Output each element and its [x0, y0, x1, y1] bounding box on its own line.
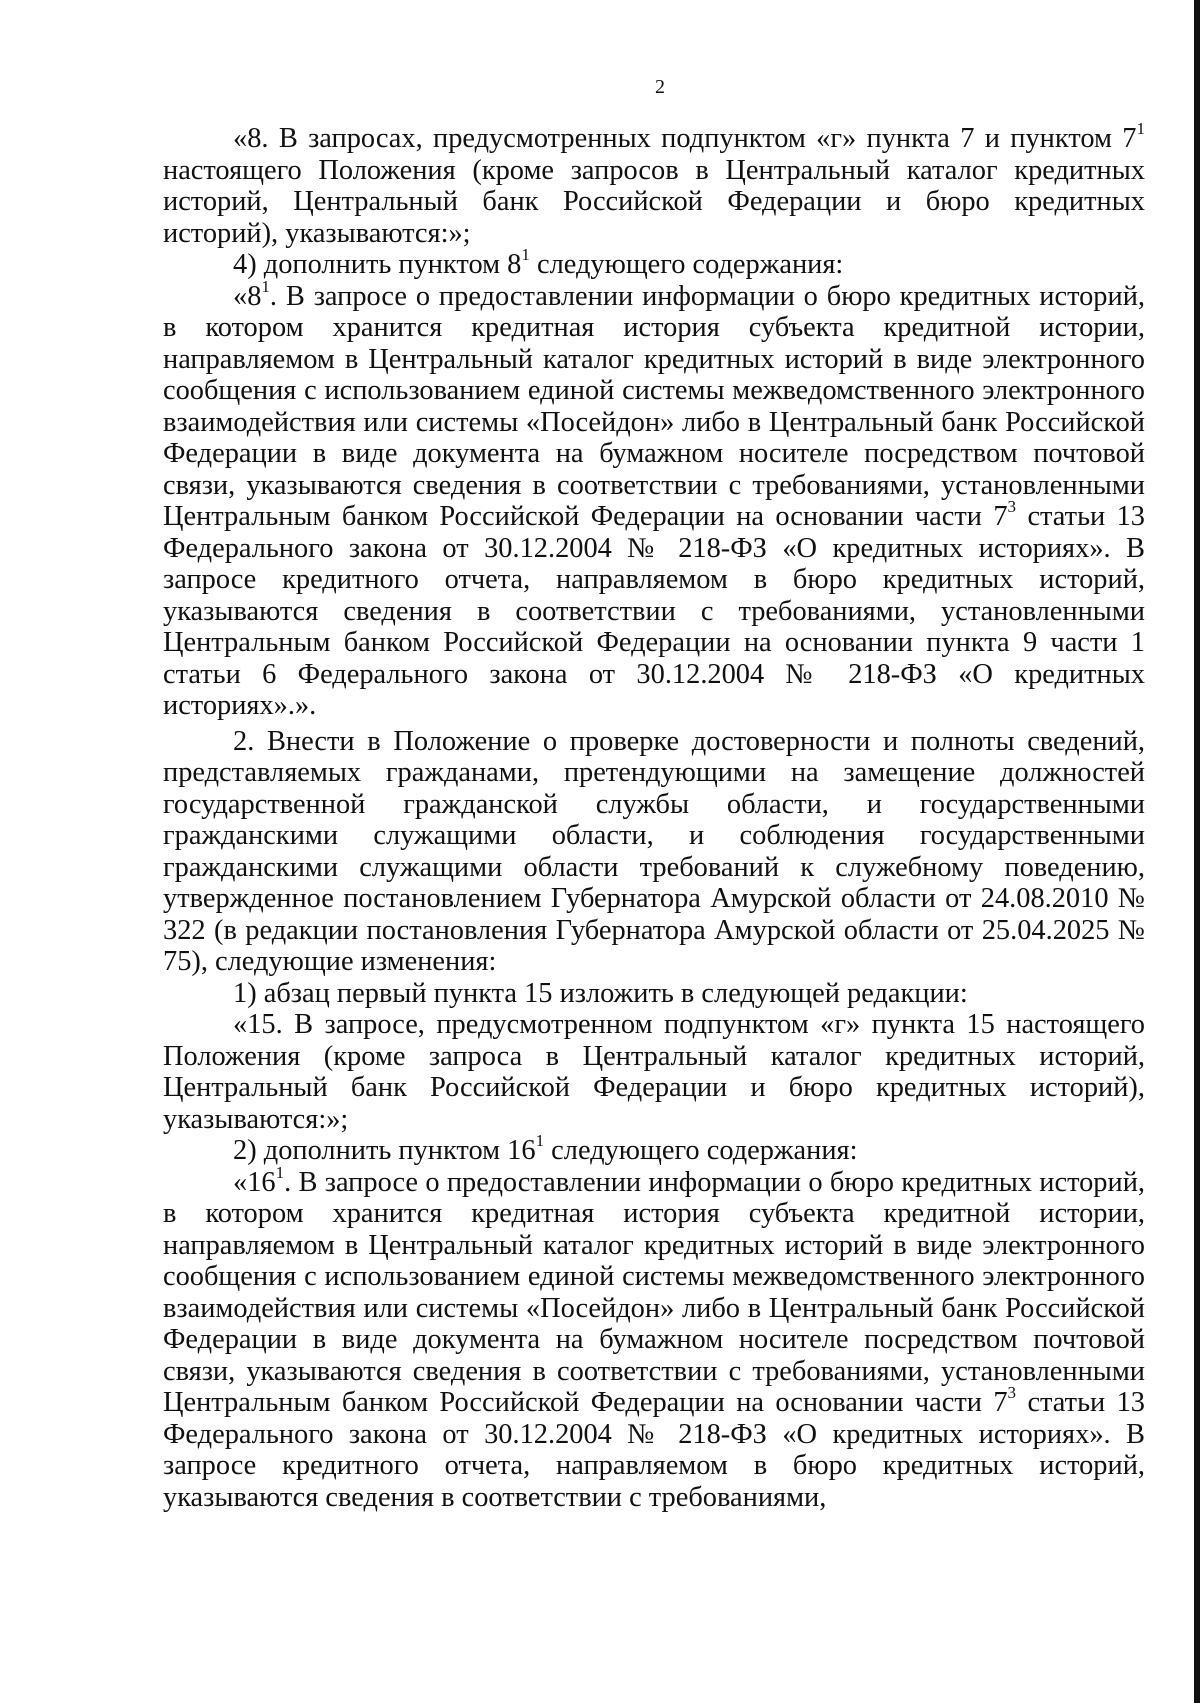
paragraph-clause-15: [163, 1009, 1145, 1135]
text-run: настоящего Положения (кроме запросов в Центральный каталог кредитных историй, Центральный банк Российской Федерации и бюро кредитных историй), указываются:»;: [163, 154, 1145, 249]
paragraph-clause-8: [163, 119, 1145, 249]
document-body: [163, 119, 1145, 1513]
text-run: 1) абзац первый пункта 15 изложить в следующей редакции:: [233, 977, 968, 1009]
text-run: 2) дополнить пунктом 16: [233, 1135, 536, 1166]
text-run: «15. В запросе, предусмотренном подпунктом «г» пункта 15 настоящего Положения (кроме запроса в Центральный каталог кредитных историй, Центральный банк Российской Федерации и бюро кредитных историй), указываются:»;: [163, 1009, 1145, 1135]
superscript: 1: [261, 276, 270, 296]
paragraph-item-2: [163, 1131, 1145, 1167]
superscript: 1: [275, 1162, 285, 1182]
text-run: 2. Внести в Положение о проверке достоверности и полноты сведений, представляемых гражданами, претендующими на замещение должностей государственной гражданской службы области, и государственными гражданскими служащими области, и соблюдения государственными гражданскими служащими области требований к служебному поведению, утвержденное постановлением Губернатора Амурской области от 24.08.2010 № 322 (в редакции постановления Губернатора Амурской области от 25.04.2025 № 75), следующие изменения:: [163, 725, 1145, 977]
superscript: 1: [535, 1131, 545, 1151]
text-run: следующего содержания:: [529, 249, 844, 280]
superscript: 3: [1007, 1383, 1017, 1403]
paragraph-item-4: [163, 245, 1145, 281]
text-run: статьи 13 Федерального закона от 30.12.2004 № 218-ФЗ «О кредитных историях». В запросе кредитного отчета, направляемом в бюро кредитных историй, указываются сведения в соответствии с требованиями, установленными Центральным банком Российской Федерации на основании пункта 9 части 1 статьи 6 Федерального закона от 30.12.2004 № 218-ФЗ «О кредитных историях».».: [163, 501, 1145, 721]
text-run: статьи 13 Федерального закона от 30.12.2004 № 218-ФЗ «О кредитных историях». В запросе кредитного отчета, направляемом в бюро кредитных историй, указываются сведения в соответствии с требованиями,: [163, 1387, 1145, 1513]
text-run: . В запросе о предоставлении информации о бюро кредитных историй, в котором хранится кредитная история субъекта кредитной истории, направляемом в Центральный каталог кредитных историй в виде электронного сообщения с использованием единой системы межведомственного электронного взаимодействия или системы «Посейдон» либо в Центральный банк Российской Федерации в виде документа на бумажном носителе посредством почтовой связи, указываются сведения в соответствии с требованиями, установленными Центральным банком Российской Федерации на основании части 7: [163, 1166, 1145, 1418]
paragraph-item-1: [163, 978, 1145, 1010]
superscript: 1: [521, 245, 530, 265]
text-run: «16: [233, 1166, 276, 1198]
text-run: «8. В запросах, предусмотренных подпунктом «г» пункта 7 и пунктом 7: [233, 123, 1137, 154]
superscript: 3: [1007, 497, 1017, 517]
paragraph-section-2: [163, 726, 1145, 978]
scan-edge: [1194, 0, 1200, 1703]
text-run: . В запросе о предоставлении информации о бюро кредитных историй, в котором хранится кредитная история субъекта кредитной истории, направляемом в Центральный каталог кредитных историй в виде электронного сообщения с использованием единой системы межведомственного электронного взаимодействия или системы «Посейдон» либо в Центральный банк Российской Федерации в виде документа на бумажном носителе посредством почтовой связи, указываются сведения в соответствии с требованиями, установленными Центральным банком Российской Федерации на основании части 7: [163, 280, 1145, 532]
text-run: 4) дополнить пунктом 8: [233, 249, 522, 280]
superscript: 1: [1136, 119, 1145, 139]
page-number: 2: [655, 76, 665, 98]
text-run: следующего содержания:: [544, 1135, 858, 1166]
paragraph-clause-16-1: [163, 1162, 1145, 1514]
text-run: «8: [233, 280, 262, 312]
paragraph-clause-8-1: [163, 276, 1145, 722]
